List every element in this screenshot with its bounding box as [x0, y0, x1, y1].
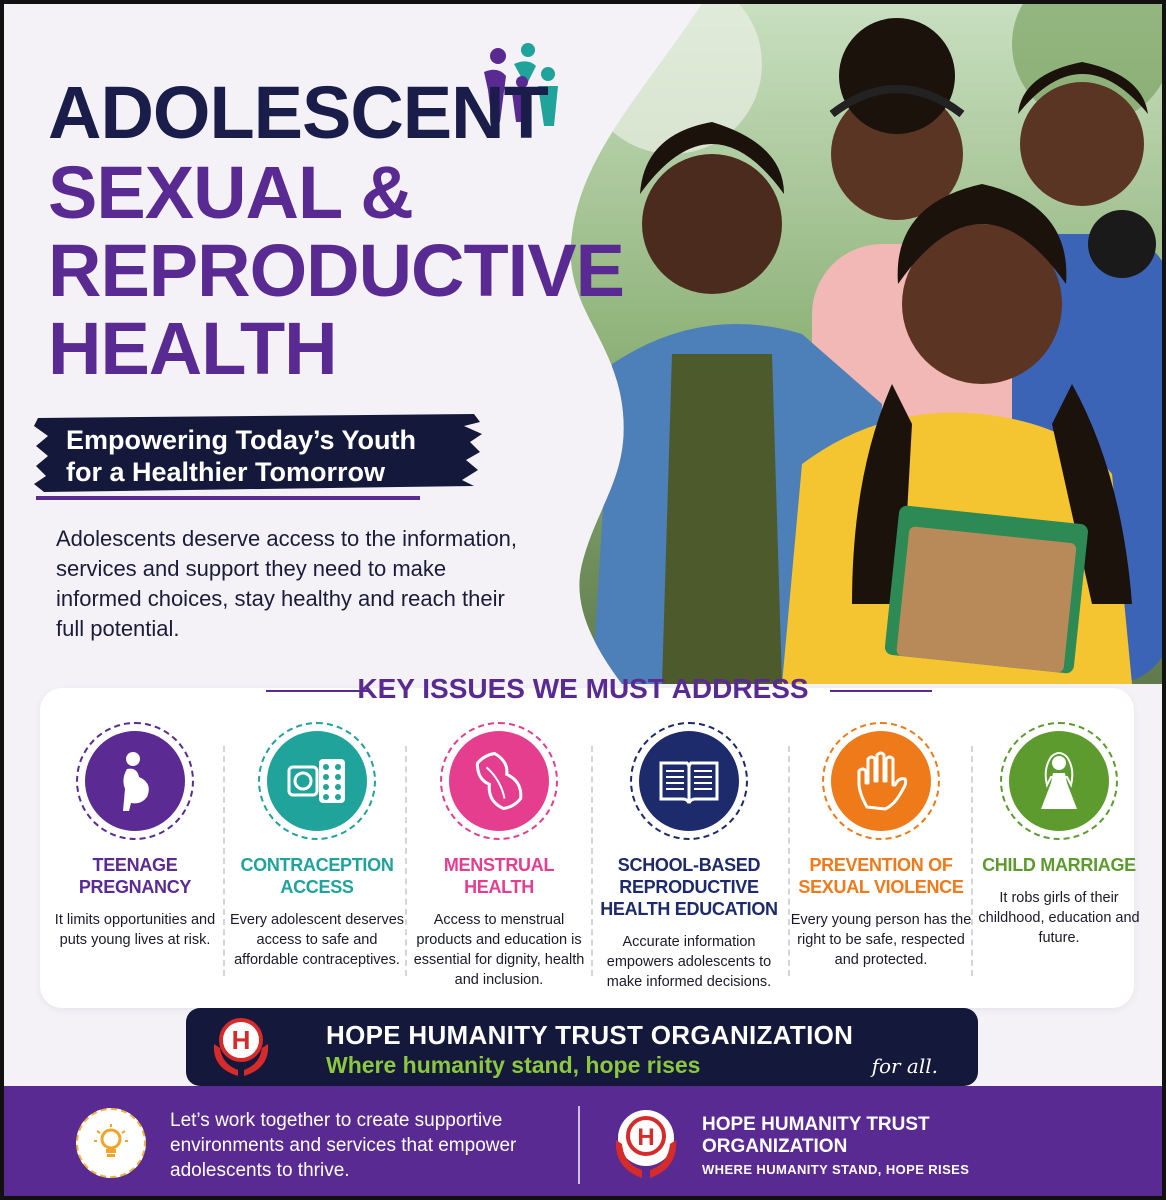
issue-title: SCHOOL-BASED REPRODUCTIVE HEALTH EDUCATION [600, 855, 778, 919]
org-tagline: Where humanity stand, hope rises [326, 1052, 701, 1078]
issue-ring [258, 722, 376, 840]
issue-desc: Accurate information empowers adolescents to make informed decisions. [606, 934, 772, 990]
issue-child-marriage [968, 722, 1150, 948]
issue-desc: Every adolescent deserves access to safe and affordable contraceptives. [229, 912, 405, 968]
org-logo-icon [208, 1014, 274, 1080]
pad-icon [449, 731, 549, 831]
title-line-sexual: SEXUAL & [48, 151, 413, 234]
issue-teenage-pregnancy [44, 722, 226, 950]
subtitle-text [66, 424, 416, 488]
title-line-reproductive: REPRODUCTIVE [48, 229, 624, 312]
footer-org-line-1: HOPE HUMANITY TRUST [702, 1114, 930, 1135]
footer-divider [578, 1106, 580, 1184]
contraceptive-icon [267, 731, 367, 831]
book-icon [639, 731, 739, 831]
title-line-adolescent: ADOLESCENT [48, 71, 548, 154]
issue-ring [440, 722, 558, 840]
title-line-health: HEALTH [48, 307, 337, 390]
issue-ring [76, 722, 194, 840]
youth-group-photo [552, 4, 1166, 684]
key-issues-heading: KEY ISSUES WE MUST ADDRESS [357, 673, 809, 704]
issue-ring [822, 722, 940, 840]
stop-hand-icon [831, 731, 931, 831]
issue-desc: It robs girls of their childhood, education and future. [978, 890, 1140, 946]
issue-ring [1000, 722, 1118, 840]
footer [4, 1086, 1166, 1200]
org-for-all: for all. [871, 1054, 938, 1078]
footer-tagline: WHERE HUMANITY STAND, HOPE RISES [702, 1162, 970, 1177]
pregnancy-icon [85, 731, 185, 831]
org-banner [186, 1008, 978, 1086]
bride-icon [1009, 731, 1109, 831]
issue-desc: Access to menstrual products and education is essential for dignity, health and inclusion. [413, 912, 585, 988]
org-name: HOPE HUMANITY TRUST ORGANIZATION [326, 1020, 854, 1050]
footer-logo-letter: H [637, 1124, 655, 1151]
issue-title: CHILD MARRIAGE [982, 855, 1136, 875]
issue-title: MENSTRUAL HEALTH [443, 855, 555, 897]
footer-org-name [702, 1114, 930, 1158]
issue-school-education [598, 722, 780, 992]
org-logo-letter: H [231, 1025, 251, 1055]
issue-title: PREVENTION OF SEXUAL VIOLENCE [798, 855, 964, 897]
intro-paragraph: Adolescents deserve access to the information, services and support they need to make informed choices, stay healthy and reach their full potential. [56, 526, 518, 641]
footer-org-line-2: ORGANIZATION [702, 1136, 848, 1157]
issue-title: TEENAGE PREGNANCY [78, 855, 192, 897]
issue-title: CONTRACEPTION ACCESS [240, 855, 394, 897]
issue-menstrual-health [408, 722, 590, 990]
subtitle-banner [34, 412, 484, 504]
footer-message: Let’s work together to create supportive environments and services that empower adolescents to thrive. [170, 1110, 517, 1181]
issue-desc: Every young person has the right to be safe, respected and protected. [790, 912, 972, 968]
subtitle-line-2: for a Healthier Tomorrow [66, 457, 386, 487]
issue-ring [630, 722, 748, 840]
issue-separator [223, 746, 225, 976]
issue-contraception-access [226, 722, 408, 970]
issue-separator [591, 746, 593, 976]
issue-separator [405, 746, 407, 976]
issue-desc: It limits opportunities and puts young lives at risk. [54, 912, 216, 948]
footer-org-logo-icon [604, 1104, 688, 1184]
subtitle-line-1: Empowering Today’s Youth [66, 425, 417, 455]
lightbulb-icon [76, 1108, 146, 1178]
issue-sexual-violence [790, 722, 972, 970]
